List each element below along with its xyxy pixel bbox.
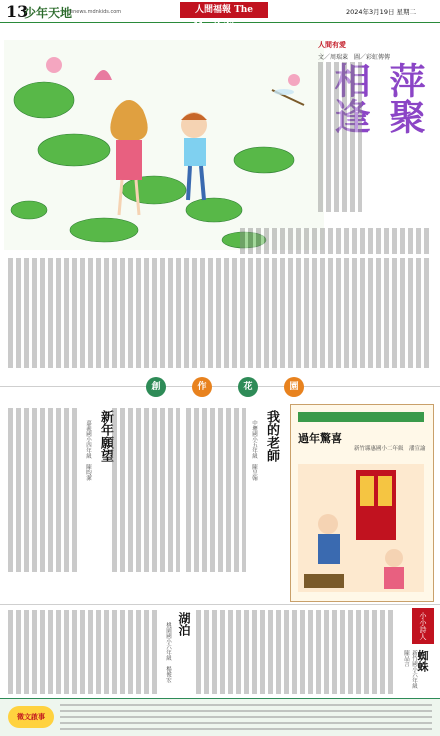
section-title: 少年天地 [24, 6, 73, 20]
article-body-lake [8, 610, 158, 694]
article-title-lake: 湖泊 [177, 612, 191, 636]
feature-illustration [4, 40, 324, 250]
article-byline-surprise: 新竹縣惠國小二年級 潘宣諭 [354, 446, 426, 452]
article-title-surprise: 過年驚喜 [298, 432, 342, 445]
masthead: 人間福報 The Merit Times [180, 2, 268, 18]
article-byline-newyear: 嘉義國小四年級 陳昀潔 [85, 420, 91, 481]
footer-notice-text [60, 704, 432, 730]
section-divider [0, 386, 440, 387]
feature-title-line-2: 相逢 [329, 62, 370, 134]
article-byline-teacher: 中壢國小五年級 陳昱翰 [251, 420, 257, 481]
page-number: 13 [6, 2, 29, 21]
banner-char-1: 創 [146, 377, 166, 397]
feature-title-line-1: 萍聚 [384, 62, 425, 134]
footer-badge: 徵文啟事 [8, 706, 54, 728]
lower-divider [0, 604, 440, 605]
column-tag: 人間有愛 [318, 41, 346, 49]
surprise-tag-bar [298, 412, 424, 422]
article-title-teacher: 我的老師 [264, 410, 279, 462]
header-url[interactable]: enews.mdnkids.com [70, 9, 122, 15]
article-body-col-b [112, 408, 180, 572]
poem-tag: 小小詩人 [412, 608, 434, 644]
feature-body-upper [318, 62, 362, 212]
poem-body [196, 610, 396, 694]
article-title-newyear: 新年願望 [98, 410, 113, 462]
poem-title: 蜘蛛 [416, 650, 429, 672]
banner-char-4: 園 [284, 377, 304, 397]
poem-byline: 新竹國小六年級 陳品言 [403, 650, 417, 694]
article-body-newyear [8, 408, 80, 572]
feature-title [329, 62, 430, 227]
issue-date: 2024年3月19日 星期二 [346, 8, 417, 16]
feature-body-mid [240, 228, 432, 254]
banner-char-3: 花 [238, 377, 258, 397]
surprise-drawing [298, 464, 424, 592]
banner-char-2: 作 [192, 377, 212, 397]
feature-credit: 文／周瑞萊 圖／彩虹傳傳 [318, 54, 391, 61]
article-body-teacher [186, 408, 246, 572]
feature-body-lower [8, 258, 432, 368]
article-byline-lake: 桃園國小六年級 楊俊宏 [165, 622, 171, 683]
